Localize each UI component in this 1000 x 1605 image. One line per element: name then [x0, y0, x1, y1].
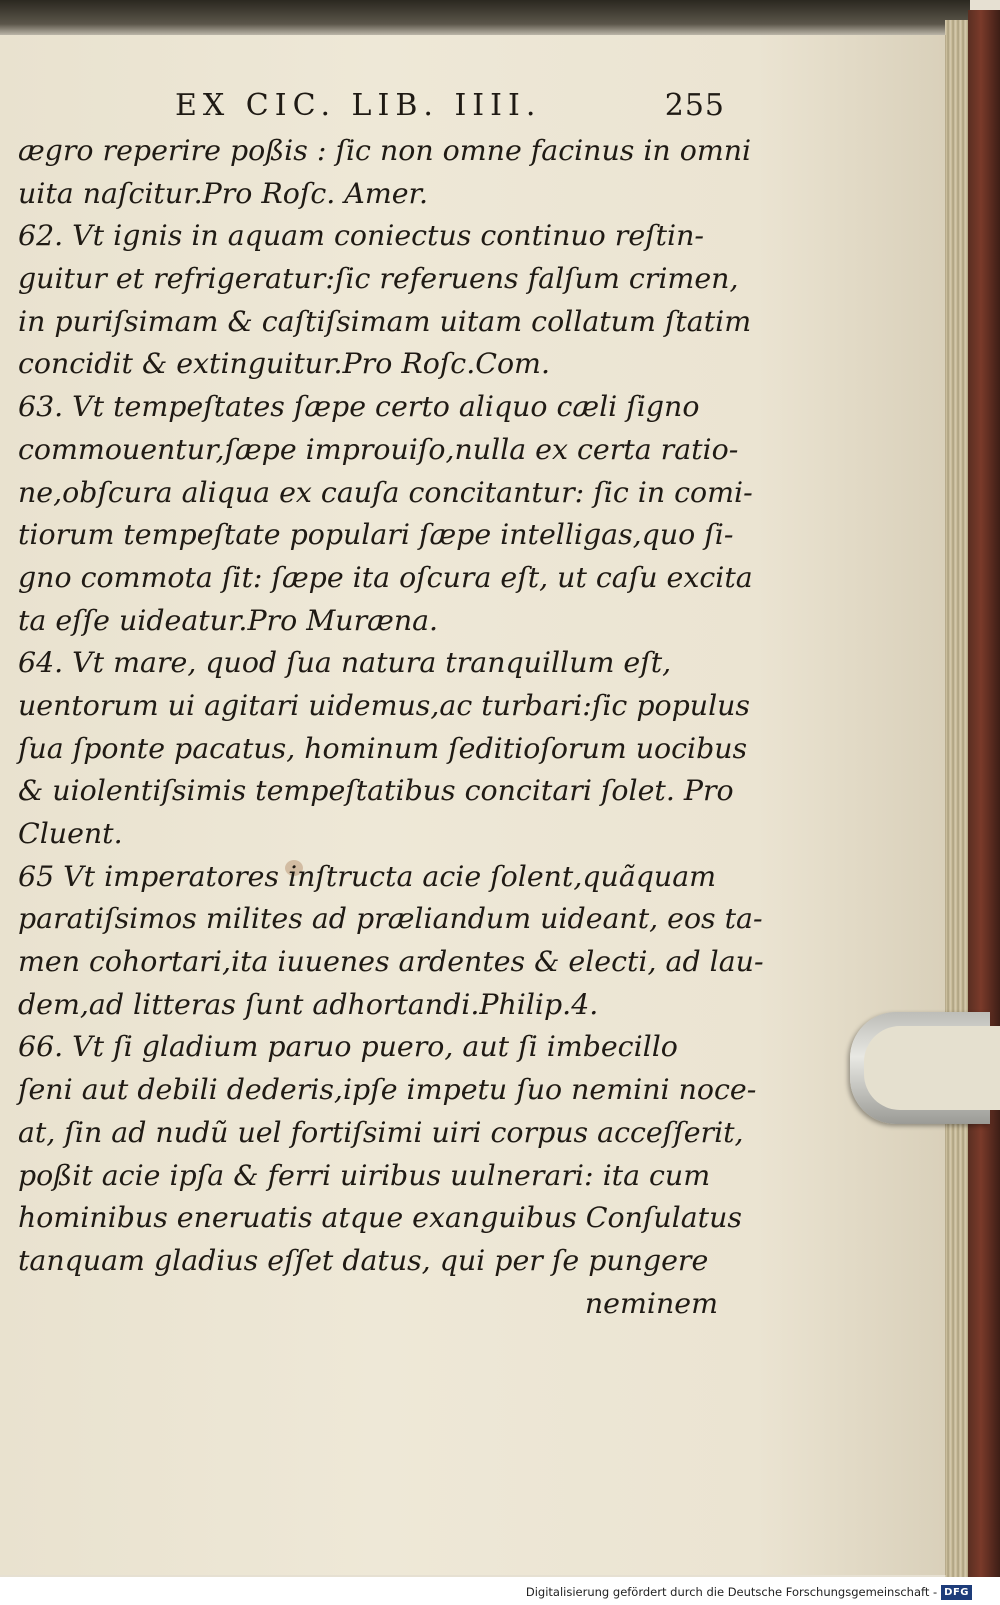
book-cover-edge: [968, 10, 1000, 1590]
page-number: 255: [664, 88, 725, 123]
text-line: men cohortari,ita iuuenes ardentes & electi, ad lau-: [18, 945, 764, 979]
page-top-shadow: [0, 0, 970, 40]
text-line: ne,obſcura aliqua ex cauſa concitantur: ſic in comi-: [18, 475, 753, 509]
text-line: poßit acie ipſa & ferri uiribus uulnerari: ita cum: [18, 1158, 711, 1192]
text-line: paratiſsimos milites ad præliandum uideant, eos ta-: [18, 902, 763, 936]
text-line: 63. Vt tempeſtates ſæpe certo aliquo cæli ſigno: [18, 390, 700, 424]
text-line: ſua ſponte pacatus, hominum ſeditioſorum uocibus: [18, 731, 748, 765]
text-line: gno commota ſit: ſæpe ita oſcura eſt, ut caſu excita: [18, 560, 753, 594]
running-head: [175, 88, 725, 128]
text-line: 62. Vt ignis in aquam coniectus continuo reſtin-: [18, 219, 705, 253]
text-line: & uiolentiſsimis tempeſtatibus concitari ſolet. Pro: [18, 774, 734, 808]
dfg-logo: DFG: [941, 1585, 972, 1600]
text-line: in puriſsimam & caſtiſsimam uitam collatum ſtatim: [18, 304, 752, 338]
text-block: [18, 130, 764, 1325]
text-line: ægro reperire poßis : ſic non omne facinus in omni: [18, 134, 752, 167]
text-line: concidit & extinguitur.Pro Roſc.Com.: [18, 347, 550, 381]
text-line: 64. Vt mare, quod ſua natura tranquillum eſt,: [18, 646, 672, 680]
text-line: hominibus eneruatis atque exanguibus Conſulatus: [18, 1201, 742, 1235]
text-line: dem,ad litteras ſunt adhortandi.Philip.4.: [18, 987, 599, 1021]
catchword: neminem: [584, 1286, 718, 1320]
text-line: ta eſſe uideatur.Pro Muræna.: [18, 603, 439, 637]
text-line: tanquam gladius eſſet datus, qui per ſe pungere: [18, 1243, 709, 1277]
text-line: uentorum ui agitari uidemus,ac turbari:ſic populus: [18, 688, 751, 722]
text-line: Cluent.: [18, 817, 123, 850]
text-line: ſeni aut debili dederis,ipſe impetu ſuo nemini noce-: [18, 1073, 757, 1107]
text-line: 65 Vt imperatores inſtructa acie ſolent,quãquam: [18, 859, 717, 893]
text-line: guitur et refrigeratur:ſic referuens falſum crimen,: [18, 262, 739, 296]
text-line: 66. Vt ſi gladium paruo puero, aut ſi imbecillo: [18, 1030, 678, 1064]
footer: [526, 1581, 972, 1603]
text-line: tiorum tempeſtate populari ſæpe intelligas,quo ſi-: [18, 518, 734, 552]
running-title: EX CIC. LIB. IIII.: [175, 88, 542, 123]
text-line: commouentur,ſæpe improuiſo,nulla ex certa ratio-: [18, 432, 739, 466]
footer-credit: Digitalisierung gefördert durch die Deutsche Forschungsgemeinschaft -: [525, 1585, 938, 1599]
page-clip: [850, 1012, 990, 1124]
text-line: at, ſin ad nudũ uel fortiſsimi uiri corpus acceſſerit,: [18, 1115, 744, 1149]
text-line: uita naſcitur.Pro Roſc. Amer.: [18, 176, 429, 210]
